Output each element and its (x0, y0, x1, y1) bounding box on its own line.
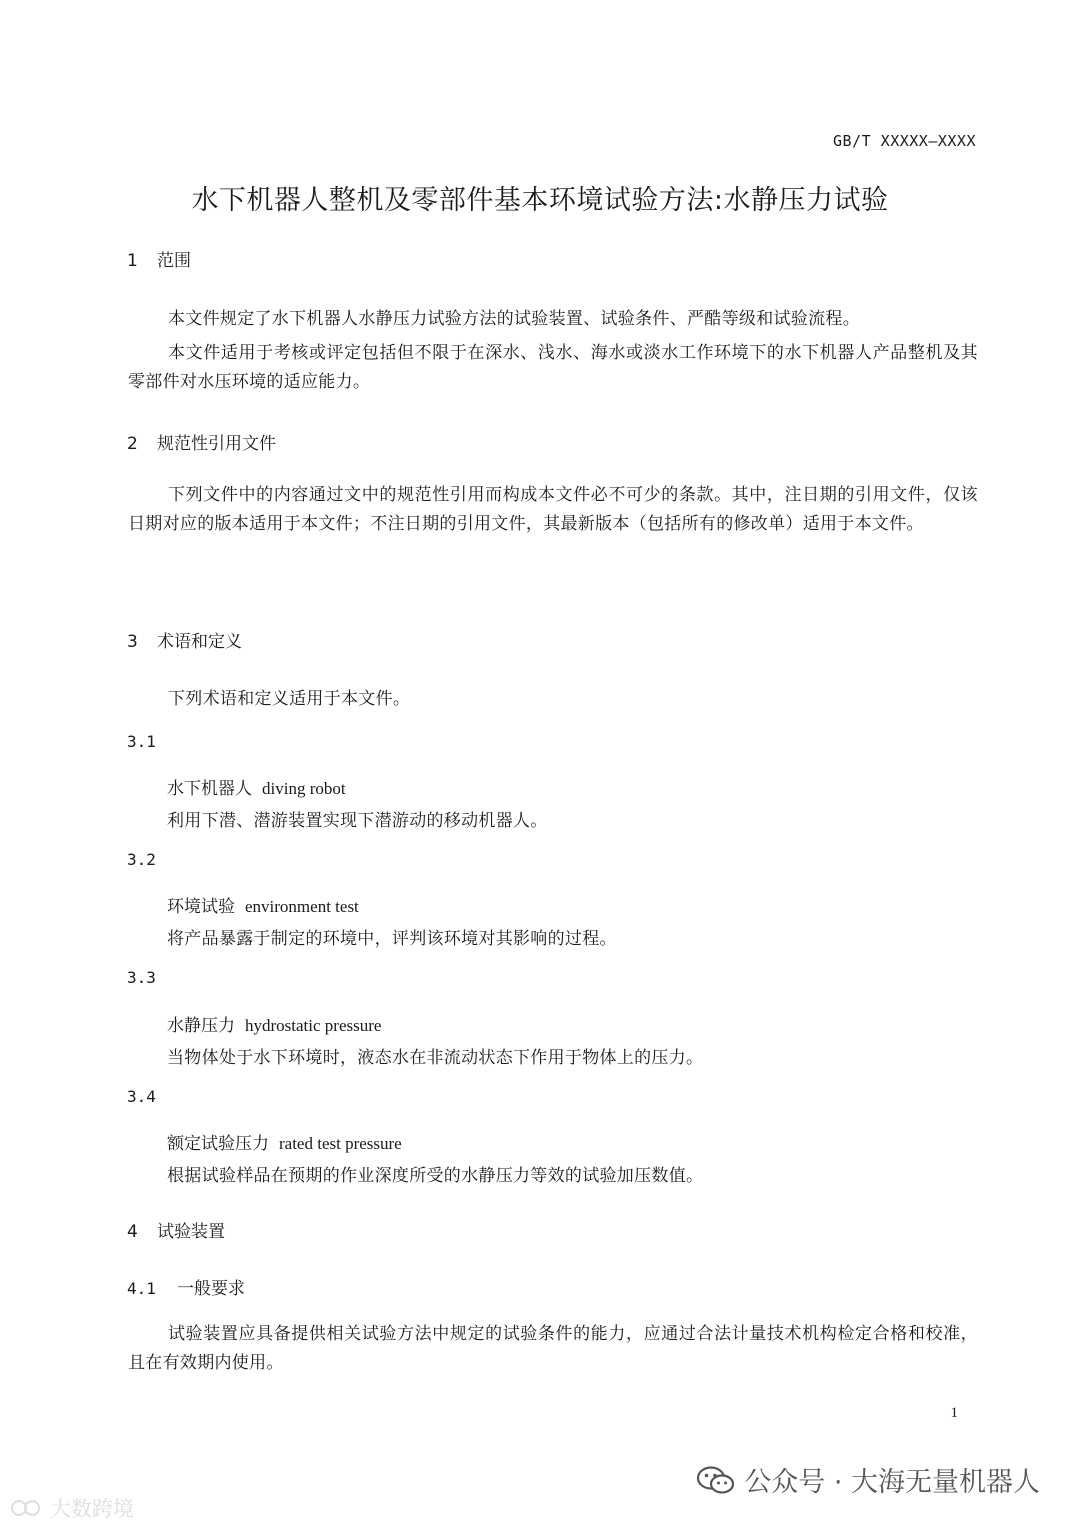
standard-code: GB/T XXXXX—XXXX (833, 132, 976, 150)
term-chinese: 水静压力 (167, 1016, 235, 1036)
section-number: 2 (127, 434, 138, 454)
section-title: 术语和定义 (157, 632, 242, 652)
section-number: 4 (127, 1222, 138, 1242)
section-number: 1 (127, 251, 138, 271)
term-definition: 当物体处于水下环境时，液态水在非流动状态下作用于物体上的压力。 (167, 1048, 704, 1068)
term-english: environment test (245, 897, 359, 916)
section-title: 范围 (157, 251, 191, 271)
term-heading (167, 774, 346, 799)
subsection-number: 4.1 (127, 1279, 156, 1298)
section-2-heading (127, 429, 276, 454)
section-1-heading (127, 246, 191, 271)
section-title: 规范性引用文件 (157, 434, 276, 454)
term-chinese: 环境试验 (167, 897, 235, 917)
watermark-left-text: 大数跨境 (50, 1497, 134, 1521)
term-english: rated test pressure (279, 1134, 402, 1153)
term-definition: 根据试验样品在预期的作业深度所受的水静压力等效的试验加压数值。 (167, 1166, 704, 1186)
section-title: 试验装置 (157, 1222, 225, 1242)
term-chinese: 额定试验压力 (167, 1134, 269, 1154)
watermark-left (10, 1493, 134, 1523)
term-chinese: 水下机器人 (167, 779, 252, 799)
watermark-logo-icon (10, 1496, 46, 1520)
term-number: 3.2 (127, 850, 156, 869)
section-1-paragraph-1: 本文件规定了水下机器人水静压力试验方法的试验装置、试验条件、严酷等级和试验流程。 (168, 309, 860, 329)
page-number: 1 (950, 1405, 958, 1421)
section-3-intro: 下列术语和定义适用于本文件。 (168, 689, 411, 709)
watermark-text: 公众号 · 大海无量机器人 (744, 1467, 1040, 1498)
term-number: 3.4 (127, 1087, 156, 1106)
term-definition: 利用下潜、潜游装置实现下潜游动的移动机器人。 (167, 811, 548, 831)
subsection-4-1-heading (127, 1274, 245, 1299)
subsection-title: 一般要求 (177, 1279, 245, 1299)
section-number: 3 (127, 632, 138, 652)
wechat-icon (696, 1465, 736, 1495)
term-english: diving robot (262, 779, 346, 798)
term-heading (167, 892, 359, 917)
section-2-paragraph-1: 下列文件中的内容通过文中的规范性引用而构成本文件必不可少的条款。其中，注日期的引用文件，仅该日期对应的版本适用于本文件；不注日期的引用文件，其最新版本（包括所有的修改单）适用于本文件。 (128, 485, 978, 534)
term-english: hydrostatic pressure (245, 1016, 382, 1035)
watermark-right (696, 1460, 1040, 1499)
section-3-heading (127, 627, 242, 652)
term-number: 3.1 (127, 732, 156, 751)
term-heading (167, 1129, 402, 1154)
section-4-heading (127, 1217, 225, 1242)
section-4-1-paragraph-1: 试验装置应具备提供相关试验方法中规定的试验条件的能力，应通过合法计量技术机构检定合格和校准，且在有效期内使用。 (128, 1324, 978, 1373)
term-heading (167, 1011, 381, 1036)
section-1-paragraph-2: 本文件适用于考核或评定包括但不限于在深水、浅水、海水或淡水工作环境下的水下机器人产品整机及其零部件对水压环境的适应能力。 (128, 343, 978, 392)
document-title: 水下机器人整机及零部件基本环境试验方法:水静压力试验 (191, 185, 889, 216)
term-number: 3.3 (127, 968, 156, 987)
term-definition: 将产品暴露于制定的环境中，评判该环境对其影响的过程。 (167, 929, 617, 949)
